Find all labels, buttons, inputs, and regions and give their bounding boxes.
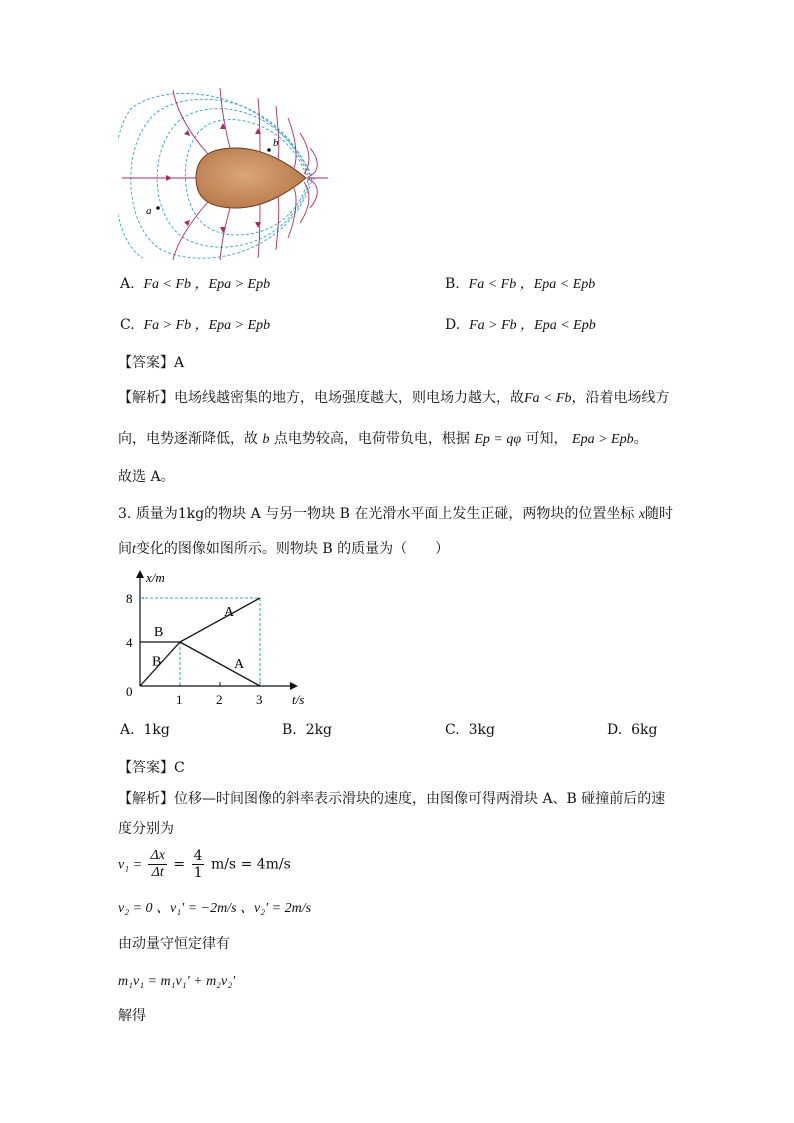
- y-tick-label: 4: [126, 635, 133, 650]
- answer-tag: 【答案】: [118, 760, 174, 776]
- series-line-a-1: [180, 642, 260, 686]
- x-tick-label: 1: [176, 692, 183, 707]
- eq-right: m/s = 4m/s: [210, 856, 291, 873]
- x-axis-arrow: [290, 682, 298, 690]
- q2-analysis-line1: [118, 387, 670, 410]
- series-line-b-3: [180, 598, 260, 642]
- point-b-label: b: [273, 137, 279, 149]
- question-number: 3.: [118, 506, 132, 522]
- q3-option-d[interactable]: [607, 719, 657, 741]
- q3-stem-line1: [118, 503, 673, 526]
- q2-option-c[interactable]: [120, 314, 270, 337]
- analysis-tag: 【解析】: [118, 390, 174, 406]
- answer-value: C: [174, 760, 185, 776]
- x-t-graph: [120, 568, 320, 708]
- analysis-text: 向，电势逐渐降低，故: [118, 431, 258, 447]
- q3-stem-line2: [118, 538, 449, 561]
- option-label: A.: [120, 722, 135, 738]
- x-tick-label: 2: [216, 692, 223, 707]
- option-value: 2kg: [305, 722, 333, 738]
- q3-solve-line: 解得: [118, 1008, 146, 1024]
- q3-equation-1: [118, 848, 291, 881]
- q2-option-a[interactable]: [120, 273, 270, 296]
- fraction-numerator: 4: [193, 848, 203, 864]
- analysis-text: 可知，: [525, 431, 568, 447]
- y-axis-arrow: [136, 570, 144, 578]
- option-value: 6kg: [631, 722, 658, 738]
- q3-momentum-line: 由动量守恒定律有: [118, 936, 230, 952]
- analysis-text: 位移—时间图像的斜率表示滑块的速度，由图像可得两滑块 A、B 碰撞前后的速: [174, 791, 666, 807]
- fraction-denominator: Δt: [151, 865, 164, 880]
- option-label: C.: [120, 317, 135, 333]
- stem-text: 变化的图像如图所示。则物块 B 的质量为（ ）: [135, 541, 450, 557]
- q3-option-c[interactable]: [445, 719, 495, 741]
- series-label: A: [234, 656, 245, 672]
- q3-answer: [118, 757, 185, 779]
- x-tick-label: 3: [256, 692, 263, 707]
- q2-analysis-line2: [118, 428, 648, 451]
- analysis-text: 电场线越密集的地方，电场强度越大，则电场力越大，故: [174, 390, 524, 406]
- stem-text: 质量为: [135, 506, 178, 522]
- analysis-text: ，沿着电场线方: [571, 390, 670, 406]
- option-formula: Fa < Fb ，Epa < Epb: [468, 277, 596, 292]
- series-label: B: [152, 654, 162, 670]
- stem-text: 的物块 A 与另一物块 B 在光滑水平面上发生正碰，两物块的位置坐标: [204, 506, 635, 522]
- electric-field-figure: [118, 88, 330, 260]
- answer-value: A: [174, 355, 185, 371]
- q2-answer: [118, 352, 184, 374]
- stem-variable: x: [638, 507, 646, 522]
- q3-option-a[interactable]: [120, 719, 170, 741]
- option-formula: Fa > Fb ，Epa > Epb: [143, 318, 271, 333]
- option-value: 1kg: [143, 722, 170, 738]
- stem-mass: 1kg: [177, 506, 205, 522]
- option-label: B.: [445, 276, 460, 292]
- analysis-formula: Ep = qφ: [474, 432, 522, 447]
- analysis-tag: 【解析】: [118, 791, 174, 807]
- q2-option-d[interactable]: [445, 314, 596, 337]
- q3-analysis-line2: 度分别为: [118, 821, 174, 837]
- option-label: D.: [607, 722, 623, 738]
- fraction-denominator: 1: [193, 865, 203, 881]
- eq-text: v₂ = 0 、v₁′ = −2m/s 、v₂′ = 2m/s: [118, 901, 312, 916]
- option-formula: Fa < Fb ，Epa > Epb: [143, 277, 271, 292]
- y-tick-label: 8: [126, 591, 133, 606]
- origin-label: 0: [126, 684, 133, 699]
- q3-equation-2: [118, 897, 311, 920]
- fraction-4-1: [192, 848, 205, 881]
- stem-text: 间: [118, 541, 132, 557]
- q2-analysis-line3: 故选 A。: [118, 469, 175, 485]
- option-label: B.: [282, 722, 297, 738]
- series-label: B: [154, 625, 164, 640]
- eq-text: m₁v₁ = m₁v₁′ + m₂v₂′: [118, 974, 236, 989]
- option-value: 3kg: [468, 722, 495, 738]
- analysis-variable: b: [262, 432, 270, 447]
- stem-text: 随时: [645, 506, 674, 522]
- option-formula: Fa > Fb ，Epa < Epb: [469, 318, 596, 333]
- analysis-formula: Fa < Fb: [524, 391, 572, 406]
- q3-equation-3: [118, 970, 235, 993]
- fraction-numerator: Δx: [150, 848, 165, 863]
- answer-tag: 【答案】: [118, 355, 174, 371]
- q3-option-b[interactable]: [282, 719, 332, 741]
- series-label: A: [224, 605, 235, 621]
- point-a-label: a: [146, 205, 152, 217]
- fraction-dx-dt: [148, 848, 166, 881]
- charged-body: [196, 148, 306, 208]
- eq-left: v₁ =: [118, 857, 143, 873]
- option-label: C.: [445, 722, 460, 738]
- q2-option-b[interactable]: [445, 273, 595, 296]
- y-axis-label: x/m: [146, 570, 165, 585]
- option-label: A.: [120, 276, 135, 292]
- analysis-formula: Epa > Epb: [572, 432, 634, 447]
- q3-analysis-line1: [118, 788, 665, 810]
- point-b-dot: [267, 148, 271, 152]
- stem-variable: t: [132, 542, 136, 557]
- point-a-dot: [156, 206, 160, 210]
- option-label: D.: [445, 317, 461, 333]
- analysis-text: 。: [633, 431, 648, 447]
- eq-sign: =: [173, 856, 186, 873]
- x-axis-label: t/s: [292, 692, 305, 707]
- analysis-text: 点电势较高，电荷带负电，根据: [273, 431, 470, 447]
